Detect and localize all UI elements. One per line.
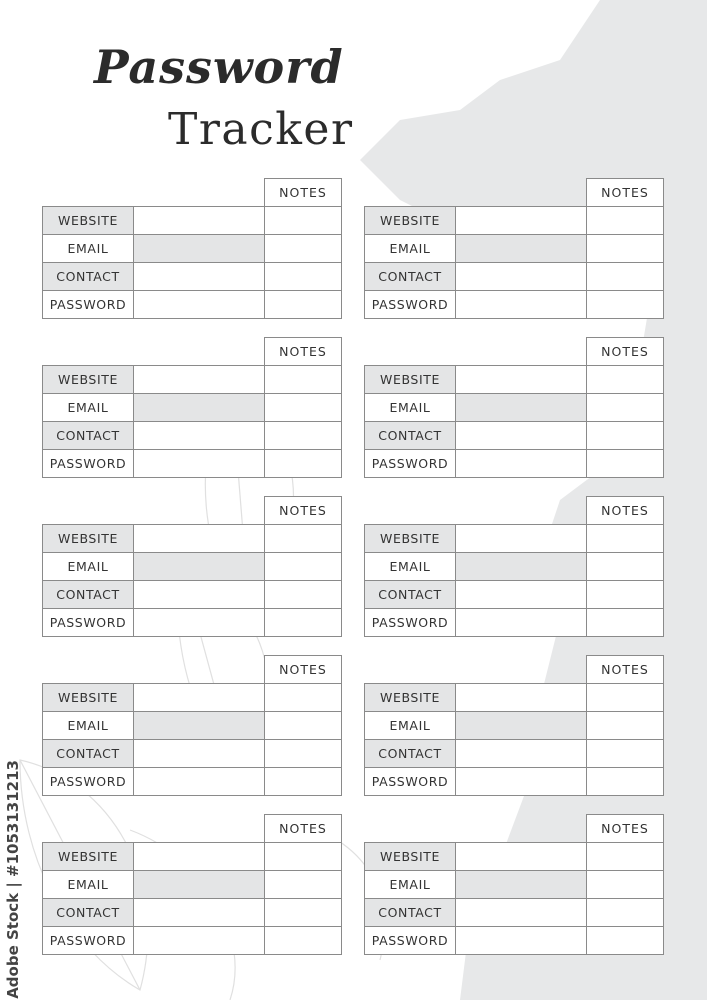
- title-script: Password: [94, 40, 344, 94]
- website-notes-field[interactable]: [587, 366, 664, 394]
- notes-header: NOTES: [264, 655, 342, 684]
- email-label: EMAIL: [365, 235, 456, 263]
- email-notes-field[interactable]: [587, 394, 664, 422]
- contact-row: [43, 740, 342, 768]
- password-entry-block: [42, 337, 342, 480]
- email-row: [365, 394, 664, 422]
- website-label: WEBSITE: [43, 366, 134, 394]
- contact-row: [43, 263, 342, 291]
- entry-table: [364, 206, 664, 319]
- contact-notes-field[interactable]: [587, 899, 664, 927]
- website-field[interactable]: [456, 366, 587, 394]
- email-notes-field[interactable]: [587, 553, 664, 581]
- entry-table: [42, 365, 342, 478]
- email-field[interactable]: [456, 394, 587, 422]
- contact-field[interactable]: [456, 422, 587, 450]
- password-row: [43, 450, 342, 478]
- password-entry-block: [364, 178, 664, 321]
- contact-field[interactable]: [134, 581, 265, 609]
- contact-row: [365, 422, 664, 450]
- contact-row: [365, 899, 664, 927]
- password-row: [365, 609, 664, 637]
- password-notes-field[interactable]: [265, 927, 342, 955]
- email-label: EMAIL: [365, 712, 456, 740]
- contact-label: CONTACT: [43, 263, 134, 291]
- email-field[interactable]: [456, 871, 587, 899]
- email-row: [365, 871, 664, 899]
- website-notes-field[interactable]: [265, 843, 342, 871]
- email-field[interactable]: [134, 712, 265, 740]
- entry-table: [364, 365, 664, 478]
- contact-label: CONTACT: [365, 581, 456, 609]
- contact-row: [43, 422, 342, 450]
- website-field[interactable]: [456, 207, 587, 235]
- email-notes-field[interactable]: [587, 871, 664, 899]
- password-entry-block: [42, 814, 342, 957]
- website-field[interactable]: [134, 684, 265, 712]
- website-row: [43, 843, 342, 871]
- password-label: PASSWORD: [43, 291, 134, 319]
- website-field[interactable]: [456, 525, 587, 553]
- entry-table: [364, 683, 664, 796]
- email-row: [43, 871, 342, 899]
- website-row: [365, 525, 664, 553]
- email-label: EMAIL: [43, 553, 134, 581]
- title-main: Tracker: [168, 104, 354, 155]
- notes-header: NOTES: [586, 814, 664, 843]
- password-label: PASSWORD: [43, 768, 134, 796]
- password-label: PASSWORD: [43, 927, 134, 955]
- password-notes-field[interactable]: [587, 291, 664, 319]
- entry-table: [42, 842, 342, 955]
- website-field[interactable]: [134, 525, 265, 553]
- password-label: PASSWORD: [43, 450, 134, 478]
- website-label: WEBSITE: [365, 843, 456, 871]
- website-notes-field[interactable]: [587, 684, 664, 712]
- contact-field[interactable]: [134, 263, 265, 291]
- password-field[interactable]: [134, 609, 265, 637]
- email-notes-field[interactable]: [265, 235, 342, 263]
- contact-row: [365, 581, 664, 609]
- website-label: WEBSITE: [43, 525, 134, 553]
- password-label: PASSWORD: [365, 927, 456, 955]
- entry-table: [42, 206, 342, 319]
- entry-table: [364, 842, 664, 955]
- password-field[interactable]: [456, 291, 587, 319]
- password-row: [43, 609, 342, 637]
- email-field[interactable]: [456, 553, 587, 581]
- email-row: [365, 553, 664, 581]
- email-row: [43, 553, 342, 581]
- password-row: [43, 291, 342, 319]
- website-field[interactable]: [134, 207, 265, 235]
- email-label: EMAIL: [43, 394, 134, 422]
- website-notes-field[interactable]: [265, 207, 342, 235]
- password-notes-field[interactable]: [587, 927, 664, 955]
- password-entry-block: [364, 496, 664, 639]
- contact-label: CONTACT: [365, 422, 456, 450]
- website-row: [43, 525, 342, 553]
- email-field[interactable]: [134, 871, 265, 899]
- website-notes-field[interactable]: [587, 525, 664, 553]
- website-label: WEBSITE: [43, 684, 134, 712]
- email-label: EMAIL: [43, 235, 134, 263]
- email-label: EMAIL: [365, 553, 456, 581]
- password-field[interactable]: [134, 291, 265, 319]
- contact-label: CONTACT: [365, 899, 456, 927]
- password-notes-field[interactable]: [265, 768, 342, 796]
- password-label: PASSWORD: [365, 609, 456, 637]
- website-field[interactable]: [134, 366, 265, 394]
- email-row: [365, 712, 664, 740]
- contact-row: [43, 899, 342, 927]
- contact-notes-field[interactable]: [587, 740, 664, 768]
- password-field[interactable]: [134, 450, 265, 478]
- password-row: [365, 768, 664, 796]
- entry-table: [364, 524, 664, 637]
- website-field[interactable]: [134, 843, 265, 871]
- entry-table: [42, 683, 342, 796]
- contact-notes-field[interactable]: [587, 422, 664, 450]
- password-field[interactable]: [456, 450, 587, 478]
- password-entry-block: [42, 496, 342, 639]
- email-notes-field[interactable]: [265, 871, 342, 899]
- website-row: [365, 843, 664, 871]
- email-label: EMAIL: [365, 871, 456, 899]
- website-label: WEBSITE: [365, 366, 456, 394]
- website-notes-field[interactable]: [265, 366, 342, 394]
- website-label: WEBSITE: [43, 843, 134, 871]
- contact-label: CONTACT: [43, 740, 134, 768]
- password-notes-field[interactable]: [587, 768, 664, 796]
- website-row: [43, 366, 342, 394]
- password-notes-field[interactable]: [265, 450, 342, 478]
- password-field[interactable]: [134, 768, 265, 796]
- email-label: EMAIL: [365, 394, 456, 422]
- website-notes-field[interactable]: [265, 525, 342, 553]
- contact-notes-field[interactable]: [265, 422, 342, 450]
- website-row: [365, 366, 664, 394]
- email-field[interactable]: [134, 553, 265, 581]
- password-notes-field[interactable]: [265, 609, 342, 637]
- contact-field[interactable]: [134, 422, 265, 450]
- notes-header: NOTES: [586, 655, 664, 684]
- website-row: [365, 207, 664, 235]
- notes-header: NOTES: [264, 814, 342, 843]
- email-notes-field[interactable]: [587, 712, 664, 740]
- email-notes-field[interactable]: [265, 712, 342, 740]
- website-field[interactable]: [456, 843, 587, 871]
- password-notes-field[interactable]: [587, 450, 664, 478]
- password-field[interactable]: [456, 609, 587, 637]
- notes-header: NOTES: [264, 337, 342, 366]
- password-row: [365, 927, 664, 955]
- website-label: WEBSITE: [365, 684, 456, 712]
- email-notes-field[interactable]: [265, 394, 342, 422]
- password-entry-block: [42, 178, 342, 321]
- email-notes-field[interactable]: [265, 553, 342, 581]
- password-label: PASSWORD: [365, 768, 456, 796]
- email-label: EMAIL: [43, 712, 134, 740]
- contact-label: CONTACT: [43, 422, 134, 450]
- notes-header: NOTES: [586, 496, 664, 525]
- website-label: WEBSITE: [365, 207, 456, 235]
- email-field[interactable]: [134, 394, 265, 422]
- contact-field[interactable]: [134, 740, 265, 768]
- password-entry-block: [364, 337, 664, 480]
- password-label: PASSWORD: [43, 609, 134, 637]
- email-label: EMAIL: [43, 871, 134, 899]
- password-label: PASSWORD: [365, 291, 456, 319]
- password-row: [365, 450, 664, 478]
- contact-label: CONTACT: [43, 899, 134, 927]
- contact-notes-field[interactable]: [265, 581, 342, 609]
- website-notes-field[interactable]: [587, 207, 664, 235]
- email-row: [43, 235, 342, 263]
- contact-notes-field[interactable]: [265, 740, 342, 768]
- password-entry-block: [364, 655, 664, 798]
- contact-row: [365, 740, 664, 768]
- contact-notes-field[interactable]: [265, 899, 342, 927]
- contact-field[interactable]: [456, 899, 587, 927]
- password-entry-block: [364, 814, 664, 957]
- contact-field[interactable]: [456, 581, 587, 609]
- website-row: [43, 684, 342, 712]
- contact-field[interactable]: [134, 899, 265, 927]
- password-row: [43, 927, 342, 955]
- website-notes-field[interactable]: [587, 843, 664, 871]
- email-field[interactable]: [456, 712, 587, 740]
- email-row: [365, 235, 664, 263]
- contact-notes-field[interactable]: [587, 581, 664, 609]
- entry-table: [42, 524, 342, 637]
- password-label: PASSWORD: [365, 450, 456, 478]
- contact-row: [365, 263, 664, 291]
- contact-field[interactable]: [456, 263, 587, 291]
- contact-label: CONTACT: [43, 581, 134, 609]
- website-label: WEBSITE: [365, 525, 456, 553]
- notes-header: NOTES: [586, 337, 664, 366]
- password-notes-field[interactable]: [265, 291, 342, 319]
- website-row: [365, 684, 664, 712]
- website-label: WEBSITE: [43, 207, 134, 235]
- contact-notes-field[interactable]: [265, 263, 342, 291]
- website-field[interactable]: [456, 684, 587, 712]
- email-field[interactable]: [456, 235, 587, 263]
- website-notes-field[interactable]: [265, 684, 342, 712]
- notes-header: NOTES: [264, 178, 342, 207]
- password-field[interactable]: [456, 768, 587, 796]
- password-field[interactable]: [134, 927, 265, 955]
- contact-notes-field[interactable]: [587, 263, 664, 291]
- notes-header: NOTES: [264, 496, 342, 525]
- stock-watermark: Adobe Stock | #1053131213: [4, 760, 22, 999]
- contact-label: CONTACT: [365, 740, 456, 768]
- password-entry-block: [42, 655, 342, 798]
- contact-row: [43, 581, 342, 609]
- password-notes-field[interactable]: [587, 609, 664, 637]
- contact-field[interactable]: [456, 740, 587, 768]
- website-row: [43, 207, 342, 235]
- email-field[interactable]: [134, 235, 265, 263]
- email-row: [43, 394, 342, 422]
- password-field[interactable]: [456, 927, 587, 955]
- password-row: [43, 768, 342, 796]
- email-row: [43, 712, 342, 740]
- password-row: [365, 291, 664, 319]
- notes-header: NOTES: [586, 178, 664, 207]
- contact-label: CONTACT: [365, 263, 456, 291]
- email-notes-field[interactable]: [587, 235, 664, 263]
